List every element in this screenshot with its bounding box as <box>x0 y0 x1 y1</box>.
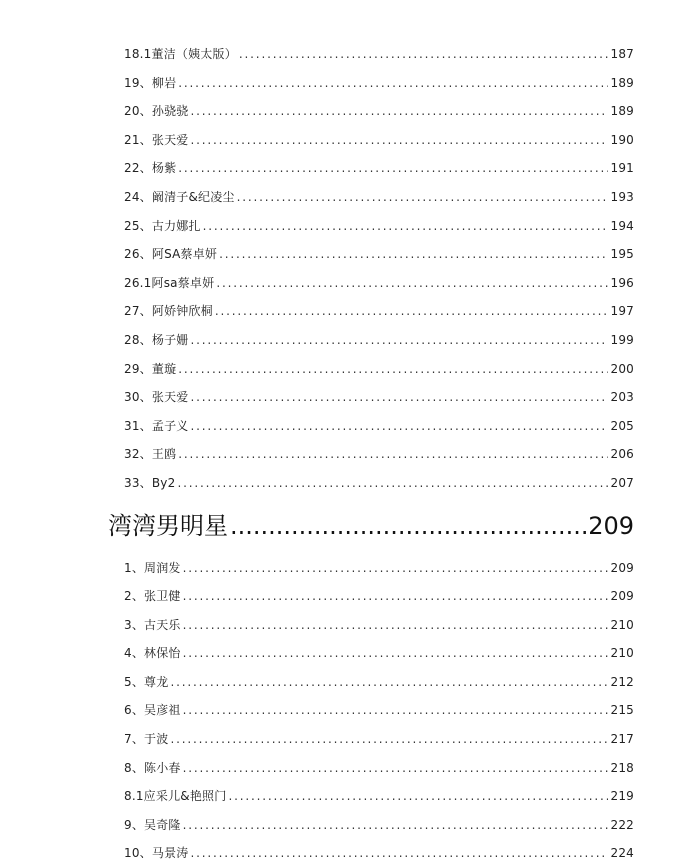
toc-entry-title: 10、马景涛 <box>124 839 188 868</box>
toc-entry-page-number: 218 <box>610 754 634 783</box>
toc-entry <box>124 355 634 384</box>
leader-dots <box>216 269 608 298</box>
toc-entry <box>124 782 634 811</box>
toc-entry <box>124 240 634 269</box>
section-page-number: 209 <box>588 498 634 554</box>
toc-entry-page-number: 207 <box>610 469 634 498</box>
toc-entry <box>124 269 634 298</box>
toc-entry <box>124 412 634 441</box>
leader-dots <box>190 412 608 441</box>
toc-entry-title: 21、张天爱 <box>124 126 188 155</box>
leader-dots <box>215 297 609 326</box>
toc-entry <box>124 811 634 840</box>
leader-dots <box>183 811 609 840</box>
toc-entry <box>124 40 634 69</box>
toc-entry-title: 25、古力娜扎 <box>124 212 201 241</box>
toc-entry-page-number: 200 <box>610 355 634 384</box>
toc-entry-title: 3、古天乐 <box>124 611 181 640</box>
toc-entry-page-number: 205 <box>610 412 634 441</box>
toc-entry-title: 31、孟子义 <box>124 412 188 441</box>
leader-dots <box>190 839 608 868</box>
leader-dots <box>190 97 608 126</box>
toc-entry <box>124 154 634 183</box>
toc-entry-title: 27、阿娇钟欣桐 <box>124 297 213 326</box>
toc-entry-title: 29、董璇 <box>124 355 176 384</box>
toc-list-top <box>124 40 634 498</box>
leader-dots <box>183 554 609 583</box>
leader-dots <box>183 582 609 611</box>
leader-dots <box>178 69 608 98</box>
toc-entry-title: 30、张天爱 <box>124 383 188 412</box>
toc-entry-page-number: 195 <box>610 240 634 269</box>
toc-entry-title: 9、吴奇隆 <box>124 811 181 840</box>
leader-dots <box>178 355 608 384</box>
toc-entry <box>124 725 634 754</box>
leader-dots <box>237 183 609 212</box>
toc-entry-page-number: 210 <box>610 611 634 640</box>
toc-entry <box>124 696 634 725</box>
toc-entry-page-number: 206 <box>610 440 634 469</box>
toc-entry-title: 8、陈小春 <box>124 754 181 783</box>
toc-entry-title: 19、柳岩 <box>124 69 176 98</box>
toc-entry <box>124 183 634 212</box>
toc-entry <box>124 126 634 155</box>
leader-dots <box>190 126 608 155</box>
toc-entry-page-number: 217 <box>610 725 634 754</box>
toc-list-bottom <box>124 554 634 868</box>
toc-entry <box>124 611 634 640</box>
leader-dots <box>219 240 608 269</box>
leader-dots <box>183 754 609 783</box>
toc-entry-page-number: 191 <box>610 154 634 183</box>
toc-entry <box>124 326 634 355</box>
toc-entry-page-number: 212 <box>610 668 634 697</box>
toc-entry <box>124 554 634 583</box>
toc-entry-page-number: 199 <box>610 326 634 355</box>
toc-entry <box>124 383 634 412</box>
toc-entry <box>124 668 634 697</box>
toc-entry-title: 4、林保怡 <box>124 639 181 668</box>
toc-entry-title: 33、By2 <box>124 469 175 498</box>
leader-dots <box>190 326 608 355</box>
toc-entry-page-number: 193 <box>610 183 634 212</box>
leader-dots <box>183 696 609 725</box>
toc-entry <box>124 469 634 498</box>
toc-entry <box>124 97 634 126</box>
leader-dots <box>190 383 608 412</box>
toc-entry-page-number: 196 <box>610 269 634 298</box>
toc-entry <box>124 297 634 326</box>
leader-dots <box>203 212 609 241</box>
leader-dots <box>170 725 608 754</box>
toc-entry-title: 20、孙骁骁 <box>124 97 188 126</box>
table-of-contents <box>124 40 634 868</box>
section-title: 湾湾男明星 <box>108 498 228 554</box>
toc-entry <box>124 639 634 668</box>
toc-entry-page-number: 189 <box>610 97 634 126</box>
leader-dots <box>239 40 609 69</box>
leader-dots <box>178 440 608 469</box>
toc-entry-page-number: 189 <box>610 69 634 98</box>
toc-entry-page-number: 215 <box>610 696 634 725</box>
toc-entry <box>124 754 634 783</box>
toc-entry-title: 26、阿SA蔡卓妍 <box>124 240 217 269</box>
toc-entry-title: 8.1应采儿&艳照门 <box>124 782 226 811</box>
toc-entry <box>124 212 634 241</box>
toc-entry-page-number: 224 <box>610 839 634 868</box>
toc-entry <box>124 440 634 469</box>
section-heading <box>108 498 634 554</box>
toc-entry-title: 1、周润发 <box>124 554 181 583</box>
toc-entry-title: 32、王鸥 <box>124 440 176 469</box>
leader-dots <box>230 498 586 554</box>
toc-entry-page-number: 203 <box>610 383 634 412</box>
leader-dots <box>183 611 609 640</box>
toc-entry-page-number: 210 <box>610 639 634 668</box>
toc-entry-title: 2、张卫健 <box>124 582 181 611</box>
leader-dots <box>183 639 609 668</box>
toc-entry <box>124 69 634 98</box>
toc-entry-title: 6、吴彦祖 <box>124 696 181 725</box>
toc-entry <box>124 582 634 611</box>
toc-entry-page-number: 209 <box>610 582 634 611</box>
leader-dots <box>178 154 608 183</box>
toc-entry-page-number: 197 <box>610 297 634 326</box>
leader-dots <box>228 782 608 811</box>
toc-entry-title: 26.1阿sa蔡卓妍 <box>124 269 214 298</box>
toc-entry-page-number: 222 <box>610 811 634 840</box>
toc-entry-page-number: 194 <box>610 212 634 241</box>
toc-entry-title: 18.1董洁（姨太版） <box>124 40 237 69</box>
toc-entry-title: 24、阚清子&纪凌尘 <box>124 183 235 212</box>
toc-entry-title: 5、尊龙 <box>124 668 168 697</box>
toc-entry-title: 7、于波 <box>124 725 168 754</box>
toc-entry-page-number: 209 <box>610 554 634 583</box>
toc-entry <box>124 839 634 868</box>
leader-dots <box>177 469 608 498</box>
toc-entry-page-number: 190 <box>610 126 634 155</box>
toc-entry-title: 28、杨子姗 <box>124 326 188 355</box>
toc-entry-title: 22、杨紫 <box>124 154 176 183</box>
toc-entry-page-number: 219 <box>610 782 634 811</box>
toc-entry-page-number: 187 <box>610 40 634 69</box>
leader-dots <box>170 668 608 697</box>
